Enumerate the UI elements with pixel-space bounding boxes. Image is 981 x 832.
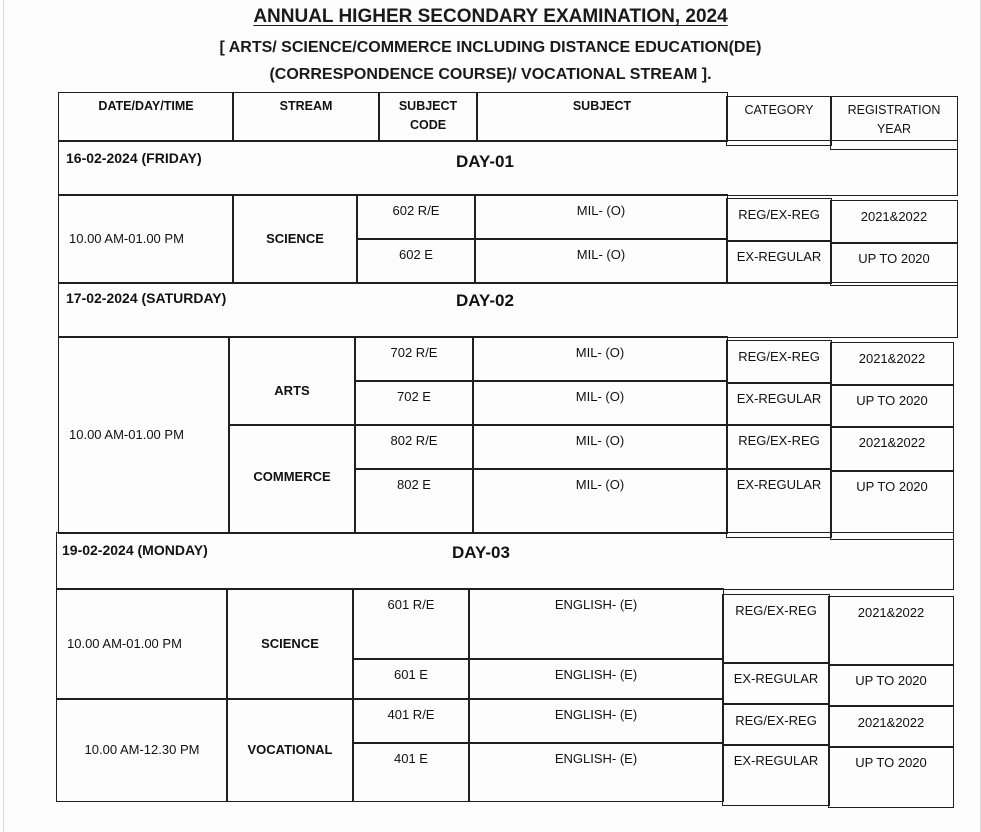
subject-702e: [472, 380, 728, 426]
subject-code-602re-text: 602 R/E: [392, 203, 440, 218]
category-802re: [726, 424, 832, 470]
category-702e: [726, 382, 832, 426]
stream-vocational-text: VOCATIONAL: [247, 741, 333, 757]
category-802e-text: EX-REGULAR: [736, 477, 822, 492]
subject-601re-text: ENGLISH- (E): [554, 597, 638, 612]
header-subject-code: [378, 92, 478, 142]
category-401re-text: REG/EX-REG: [735, 713, 817, 728]
category-601re-text: REG/EX-REG: [735, 603, 817, 618]
year-702re: [830, 342, 954, 386]
day-label-1: DAY-01: [456, 152, 514, 171]
subject-code-702e-text: 702 E: [397, 389, 431, 404]
year-401e-text: UP TO 2020: [855, 755, 927, 770]
year-401re-text: 2021&2022: [857, 715, 925, 730]
year-601e: [828, 664, 954, 706]
subject-code-601e-text: 601 E: [394, 667, 428, 682]
category-702e-text: EX-REGULAR: [736, 391, 822, 406]
header-date-day-time: [58, 92, 234, 142]
session-time-3: [56, 588, 228, 700]
year-802e: [830, 470, 954, 540]
stream-vocational: [226, 698, 354, 802]
subject-code-401e-text: 401 E: [394, 751, 428, 766]
stream-commerce: [228, 424, 356, 534]
subject-code-702re: [354, 336, 474, 382]
subject-code-401re: [352, 698, 470, 744]
subject-602e-text: MIL- (O): [576, 247, 626, 262]
session-time-4-text: 10.00 AM-12.30 PM: [84, 741, 200, 757]
header-stream: [232, 92, 380, 142]
year-702e-text: UP TO 2020: [856, 393, 928, 408]
subject-401e-text: ENGLISH- (E): [554, 751, 638, 766]
subject-code-602e-text: 602 E: [399, 247, 433, 262]
subject-802re-text: MIL- (O): [575, 433, 625, 448]
subject-602e: [474, 238, 728, 284]
subject-code-702re-text: 702 R/E: [390, 345, 438, 360]
category-602e: [726, 240, 832, 284]
year-601re: [828, 596, 954, 666]
header-subject: [476, 92, 728, 142]
subject-code-602e: [356, 238, 476, 284]
day-date-2: 17-02-2024 (SATURDAY): [66, 290, 227, 306]
day-date-3: 19-02-2024 (MONDAY): [62, 542, 208, 558]
category-601e-text: EX-REGULAR: [733, 671, 819, 686]
subject-code-602re: [356, 194, 476, 240]
category-702re-text: REG/EX-REG: [738, 349, 820, 364]
header-stream-text: STREAM: [279, 99, 333, 113]
year-602e-text: UP TO 2020: [858, 251, 930, 266]
category-602e-text: EX-REGULAR: [736, 249, 822, 264]
session-time-1: [58, 194, 234, 284]
day-label-2: DAY-02: [456, 291, 514, 310]
category-602re: [726, 198, 832, 242]
category-602re-text: REG/EX-REG: [738, 207, 820, 222]
header-category: [726, 96, 832, 146]
subject-code-702e: [354, 380, 474, 426]
session-time-4: [56, 698, 228, 802]
day-label-3: DAY-03: [452, 543, 510, 562]
year-602re-text: 2021&2022: [860, 209, 928, 224]
category-601e: [722, 662, 830, 704]
stream-science-3: [226, 588, 354, 700]
category-401re: [722, 704, 830, 746]
year-702re-text: 2021&2022: [858, 351, 926, 366]
stream-science-1-text: SCIENCE: [266, 230, 324, 246]
subject-802e-text: MIL- (O): [575, 477, 625, 492]
session-time-2-text: 10.00 AM-01.00 PM: [69, 426, 184, 442]
stream-science-3-text: SCIENCE: [261, 635, 319, 651]
year-802e-text: UP TO 2020: [856, 479, 928, 494]
stream-arts-text: ARTS: [274, 383, 310, 398]
category-401e-text: EX-REGULAR: [733, 753, 819, 768]
subject-code-802e: [354, 468, 474, 534]
subject-802e: [472, 468, 728, 534]
subject-code-601re: [352, 588, 470, 660]
year-702e: [830, 384, 954, 428]
year-401re: [828, 706, 954, 748]
subject-code-802re: [354, 424, 474, 470]
subject-601re: [468, 588, 724, 660]
session-time-3-text: 10.00 AM-01.00 PM: [67, 635, 182, 651]
category-802re-text: REG/EX-REG: [738, 433, 820, 448]
subject-602re: [474, 194, 728, 240]
session-time-2: [58, 336, 230, 534]
year-601re-text: 2021&2022: [857, 605, 925, 620]
stream-arts: [228, 336, 356, 426]
year-602re: [830, 200, 958, 244]
stream-commerce-text: COMMERCE: [253, 469, 331, 484]
subject-702e-text: MIL- (O): [575, 389, 625, 404]
subject-code-601e: [352, 658, 470, 700]
day-date-1: 16-02-2024 (FRIDAY): [66, 150, 202, 166]
year-602e: [830, 242, 958, 286]
year-802re: [830, 426, 954, 472]
subject-code-802re-text: 802 R/E: [390, 433, 438, 448]
subject-802re: [472, 424, 728, 470]
header-registration-year-line1: REGISTRATION: [847, 103, 941, 117]
subject-code-601re-text: 601 R/E: [387, 597, 435, 612]
subject-601e-text: ENGLISH- (E): [554, 667, 638, 682]
header-date-day-time-text: DATE/DAY/TIME: [98, 99, 194, 113]
category-802e: [726, 468, 832, 538]
year-401e: [828, 746, 954, 808]
document-subtitle-line1: [ ARTS/ SCIENCE/COMMERCE INCLUDING DISTANCE EDUCATION(DE): [219, 39, 762, 56]
stream-science-1: [232, 194, 358, 284]
session-time-1-text: 10.00 AM-01.00 PM: [69, 230, 184, 246]
category-401e: [722, 744, 830, 806]
document-title: ANNUAL HIGHER SECONDARY EXAMINATION, 2024: [253, 6, 728, 27]
subject-601e: [468, 658, 724, 700]
subject-702re-text: MIL- (O): [575, 345, 625, 360]
document-subtitle-line2: (CORRESPONDENCE COURSE)/ VOCATIONAL STREAM ].: [269, 66, 712, 83]
header-subject-code-line1: SUBJECT: [398, 99, 458, 113]
header-subject-text: SUBJECT: [572, 99, 632, 113]
category-702re: [726, 340, 832, 384]
subject-code-401e: [352, 742, 470, 802]
header-subject-code-line2: CODE: [409, 118, 447, 133]
year-601e-text: UP TO 2020: [855, 673, 927, 688]
subject-code-401re-text: 401 R/E: [387, 707, 435, 722]
subject-code-802e-text: 802 E: [397, 477, 431, 492]
category-601re: [722, 594, 830, 664]
header-registration-year-line2: YEAR: [876, 122, 912, 137]
subject-602re-text: MIL- (O): [576, 203, 626, 218]
header-category-text: CATEGORY: [744, 103, 814, 117]
subject-702re: [472, 336, 728, 382]
subject-401re-text: ENGLISH- (E): [554, 707, 638, 722]
year-802re-text: 2021&2022: [858, 435, 926, 450]
subject-401re: [468, 698, 724, 744]
subject-401e: [468, 742, 724, 802]
